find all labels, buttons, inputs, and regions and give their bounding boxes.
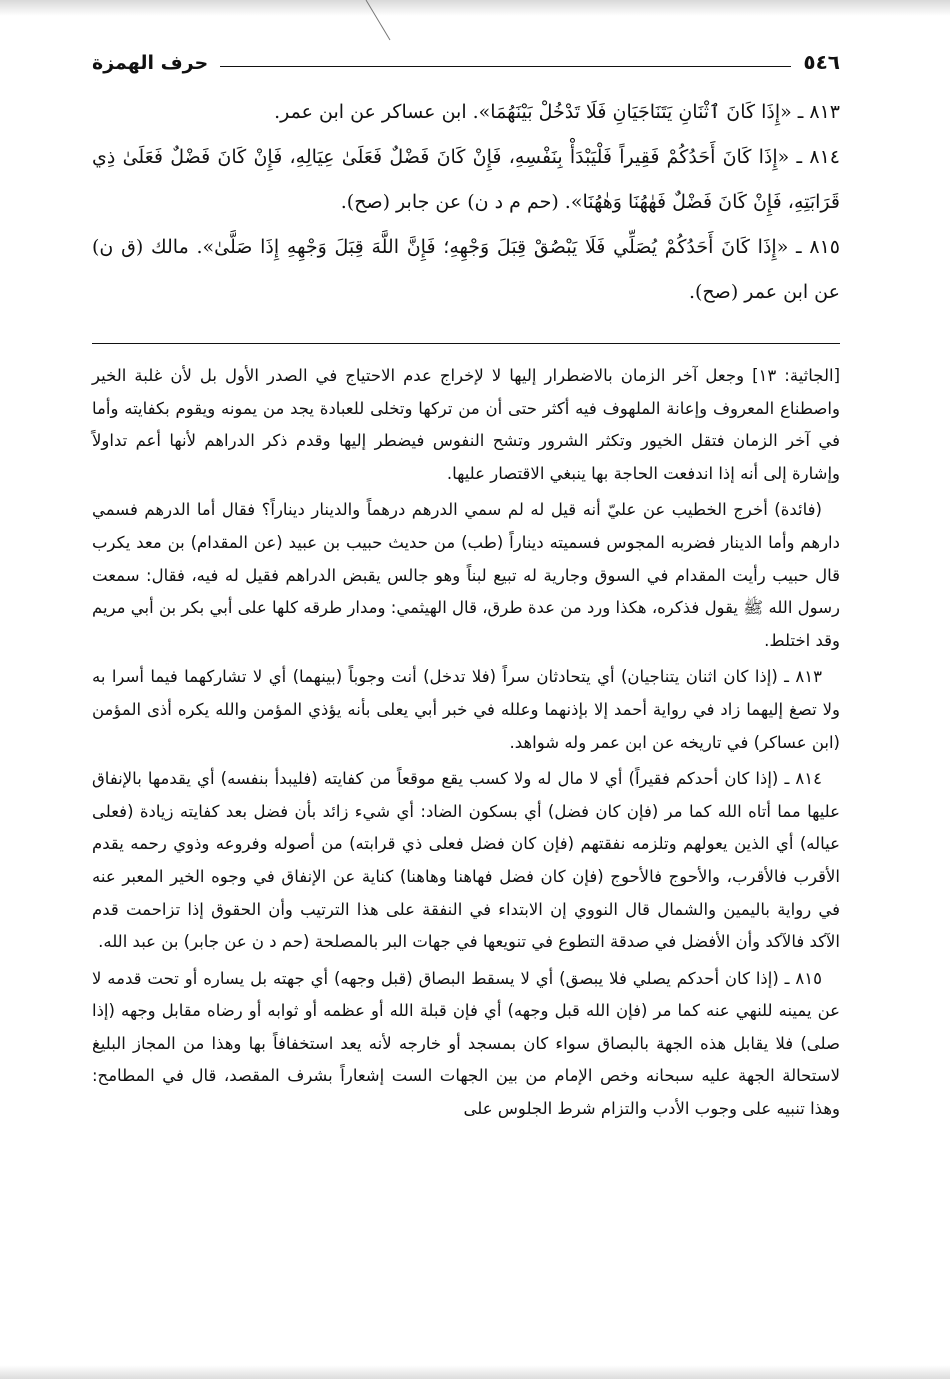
commentary-paragraph: ٨١٣ ـ (إذا كان اثنان يتناجيان) أي يتحادثان سراً (فلا تدخل) أنت وجوباً (بينهما) أي لا تشاركهما فيما أسرا به ولا تصغ إليهما زاد في رواية أحمد إلا بإذنهما وعلله في خبر أبي يعلى بأنه يؤذي المؤمن والله يكره أذى المؤمن (ابن عساكر) في تاريخه عن ابن عمر وله شواهد. xyxy=(92,667,840,752)
page-header xyxy=(92,40,840,74)
book-page xyxy=(92,40,840,1130)
hadith-list xyxy=(92,90,840,315)
commentary-paragraph: [الجاثية: ١٣] وجعل آخر الزمان بالاضطرار إليها لا لإخراج عدم الاحتياج في الصدر الأول بل لأن غلبة الخير واصطناع المعروف وإعانة الملهوف فيه أكثر حتى أن من تركها وتخلى للعبادة يجد من يمونه ويقوم بكفايته وأما في آخر الزمان فتقل الخيور وتكثر الشرور وتشح النفوس فيضطر إليها وقدم ذكر الدراهم لأنها أعم تداولاً وإشارة إلى أنه إذا اندفعت الحاجة بها ينبغي الاقتصار عليها. xyxy=(92,366,840,483)
commentary-paragraph: ٨١٥ ـ (إذا كان أحدكم يصلي فلا يبصق) أي لا يسقط البصاق (قبل وجهه) أي جهته بل يساره أو تحت قدمه لا عن يمينه للنهي عنه كما مر (فإن الله قبل وجهه) أي فإن قبلة الله أو عظمه أو ثوابه أو رضاه مقابل وجهه (إذا صلى) فلا يقابل هذه الجهة بالبصاق سواء كان بمسجد أو خارجه لأنه يعد استخفافاً بها وهذا من المجاز البليغ لاستحالة الجهة عليه سبحانه وخص الإمام من بين الجهات الست إشعاراً بشرف المقصد، قال في المطامح: وهذا تنبيه على وجوب الأدب والتزام شرط الجلوس على xyxy=(92,968,840,1119)
footnote-separator xyxy=(92,343,840,344)
header-rule xyxy=(220,66,791,67)
commentary-paragraph: (فائدة) أخرج الخطيب عن عليّ أنه قيل له لم سمي الدرهم درهماً والدينار ديناراً؟ فقال أما الدرهم فسمي دارهم وأما الدينار فضربه المجوس فسميته ديناراً (طب) من حديث حبيب بن عبيد (عن المقدام) بن معد يكرب قال حبيب رأيت المقدام في السوق وجارية له تبيع لبناً وهو جالس يقبض الدراهم فقيل له فيه، فقال: سمعت رسول الله ﷺ يقول فذكره، هكذا ورد من عدة طرق، قال الهيثمي: ومدار طرقه كلها على أبي بكر بن أبي مريم وقد اختلط. xyxy=(92,500,840,650)
commentary-section xyxy=(92,360,840,1126)
scan-edge-top xyxy=(0,0,950,16)
hadith-813: ٨١٣ ـ «إِذَا كَانَ ٱثْنَانِ يَتَنَاجَيَانِ فَلَا تَدْخُلْ بَيْنَهُمَا». ابن عساكر عن ابن عمر. xyxy=(274,101,840,123)
page-number: ٥٤٦ xyxy=(803,50,840,74)
chapter-title: حرف الهمزة xyxy=(92,52,209,74)
commentary-paragraph: ٨١٤ ـ (إذا كان أحدكم فقيراً) أي لا مال له ولا كسب يقع موقعاً من كفايته (فليبدأ بنفسه) أي يقدمها بالإنفاق عليها مما أتاه الله كما مر (فإن كان فضل) أي بسكون الضاد: أي شيء زائد بأن فضل بعد كفايته زيادة (فعلى عياله) أي الذين يعولهم وتلزمه نفقتهم (فإن كان فضل فعلى ذي قرابته) من أصوله وفروعه وذوي رحمه يقدم الأقرب فالأقرب، والأحوج فالأحوج (فإن كان فضل فهاهنا وهاهنا) كناية عن الإنفاق في وجوه الخير المعبر عنه في رواية باليمين والشمال قال النووي إن الابتداء في النفقة على هذا الترتيب وأن الحقوق إذا تزاحمت قدم الآكد فالآكد وأن الأفضل في صدقة التطوع في تنويعها في جهات البر بالمصلحة (حم د ن عن جابر) بن عبد الله. xyxy=(92,769,840,952)
hadith-814: ٨١٤ ـ «إِذَا كَانَ أَحَدُكُمْ فَقِيراً فَلْيَبْدَأْ بِنَفْسِهِ، فَإِنْ كَانَ فَضْلٌ فَعَلَىٰ عِيَالِهِ، فَإِنْ كَانَ فَضْلٌ فَعَلَىٰ ذِي قَرَابَتِهِ، فَإِنْ كَانَ فَضْلٌ فَهٰهُنَا وَهٰهُنَا». (حم م د ن) عن جابر (صح). xyxy=(92,146,840,213)
scan-edge-bottom xyxy=(0,1365,950,1379)
hadith-815: ٨١٥ ـ «إِذَا كَانَ أَحَدُكُمْ يُصَلِّي فَلَا يَبْصُقْ قِبَلَ وَجْهِهِ؛ فَإِنَّ اللَّهَ قِبَلَ وَجْهِهِ إِذَا صَلَّىٰ». مالك (ق ن) عن ابن عمر (صح). xyxy=(92,236,840,303)
